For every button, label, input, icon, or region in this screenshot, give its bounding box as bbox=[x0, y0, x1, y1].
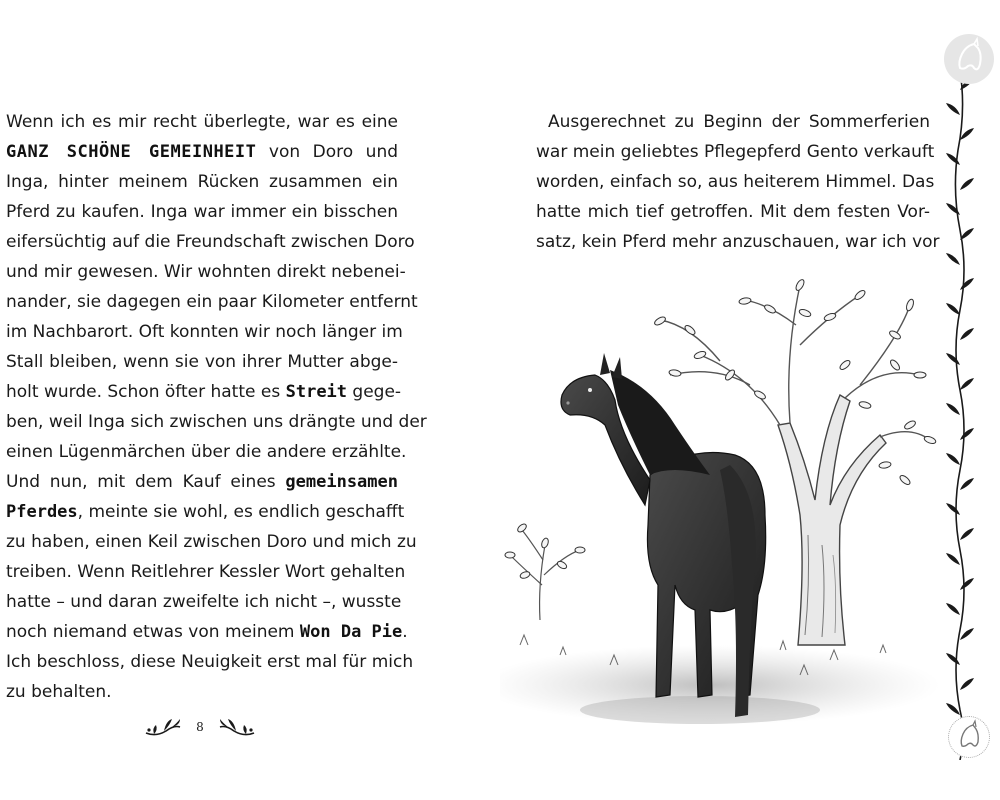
text-run: zu haben, einen Keil zwischen Doro und mich zu bbox=[6, 532, 417, 552]
text-run: Stall bleiben, wenn sie von ihrer Mutter abge- bbox=[6, 352, 398, 372]
text-line bbox=[6, 557, 406, 587]
text-run: war mein geliebtes Pflegepferd Gento verkauft bbox=[536, 142, 935, 162]
right-page bbox=[500, 0, 1000, 800]
text-line bbox=[6, 587, 402, 617]
horse-head-icon bbox=[944, 34, 994, 84]
text-run: holt wurde. Schon öfter hatte es bbox=[6, 382, 286, 402]
text-run: von Doro und bbox=[256, 142, 399, 162]
text-run: zu behalten. bbox=[6, 682, 112, 702]
text-run: satz, kein Pferd mehr anzuschauen, war ich vor bbox=[536, 232, 940, 252]
text-line bbox=[6, 167, 398, 197]
text-run: Pferd zu kaufen. Inga war immer ein bisschen bbox=[6, 202, 398, 222]
text-run: hatte mich tief getroffen. Mit dem festen Vor- bbox=[536, 202, 930, 222]
text-run: . bbox=[402, 622, 408, 642]
emphasized-phrase: Pferdes bbox=[6, 502, 78, 522]
text-line bbox=[6, 497, 405, 527]
text-line bbox=[536, 107, 930, 137]
left-page-text bbox=[6, 107, 427, 707]
floral-vine-icon bbox=[940, 70, 980, 760]
text-line bbox=[6, 107, 398, 137]
text-run: eifersüchtig auf die Freundschaft zwischen Doro bbox=[6, 232, 415, 252]
text-line bbox=[6, 677, 398, 707]
text-run: ben, weil Inga sich zwischen uns drängte und der bbox=[6, 412, 427, 432]
text-run: worden, einfach so, aus heiterem Himmel. Das bbox=[536, 172, 935, 192]
text-line bbox=[536, 167, 935, 197]
text-line bbox=[6, 317, 403, 347]
text-line bbox=[6, 437, 407, 467]
text-run: Wenn ich es mir recht überlegte, war es eine bbox=[6, 112, 398, 132]
emphasized-phrase: Streit bbox=[285, 382, 348, 402]
floral-flourish-icon bbox=[144, 715, 182, 739]
text-run: treiben. Wenn Reitlehrer Kessler Wort gehalten bbox=[6, 562, 406, 582]
text-line bbox=[6, 647, 414, 677]
text-run: noch niemand etwas von meinem bbox=[6, 622, 300, 642]
text-line bbox=[536, 137, 935, 167]
emphasized-phrase: GANZ SCHÖNE GEMEINHEIT bbox=[6, 142, 257, 162]
text-line bbox=[6, 227, 415, 257]
right-page-text bbox=[536, 107, 940, 257]
text-line bbox=[6, 347, 398, 377]
text-run: hatte – und daran zweifelte ich nicht –, wusste bbox=[6, 592, 402, 612]
text-line bbox=[6, 257, 406, 287]
text-line bbox=[6, 377, 402, 407]
text-run: , meinte sie wohl, es endlich geschafft bbox=[77, 502, 405, 522]
text-run: im Nachbarort. Oft konnten wir noch länger im bbox=[6, 322, 403, 342]
floral-flourish-icon bbox=[218, 715, 256, 739]
text-line bbox=[6, 137, 398, 167]
text-run: nander, sie dagegen ein paar Kilometer entfernt bbox=[6, 292, 418, 312]
text-line bbox=[536, 227, 940, 257]
text-line bbox=[536, 197, 930, 227]
horse-under-tree-illustration bbox=[500, 265, 940, 745]
text-run: Ich beschloss, diese Neuigkeit erst mal für mich bbox=[6, 652, 414, 672]
text-line bbox=[6, 467, 398, 497]
page-number: 8 bbox=[196, 720, 204, 734]
text-line bbox=[6, 287, 418, 317]
text-run: Ausgerechnet zu Beginn der Sommerferien bbox=[548, 112, 930, 132]
text-line bbox=[6, 407, 427, 437]
text-run: Inga, hinter meinem Rücken zusammen ein bbox=[6, 172, 398, 192]
emphasized-phrase: Won Da Pie bbox=[299, 622, 403, 642]
text-line bbox=[6, 617, 408, 647]
page-number-row bbox=[140, 712, 260, 742]
text-run: gege- bbox=[347, 382, 402, 402]
text-run: Und nun, mit dem Kauf eines bbox=[6, 472, 286, 492]
emphasized-phrase: gemeinsamen bbox=[285, 472, 398, 492]
text-line bbox=[6, 527, 417, 557]
text-run: und mir gewesen. Wir wohnten direkt nebenei- bbox=[6, 262, 406, 282]
text-run: einen Lügenmärchen über die andere erzählte. bbox=[6, 442, 407, 462]
horse-head-icon bbox=[948, 716, 990, 758]
text-line bbox=[6, 197, 398, 227]
